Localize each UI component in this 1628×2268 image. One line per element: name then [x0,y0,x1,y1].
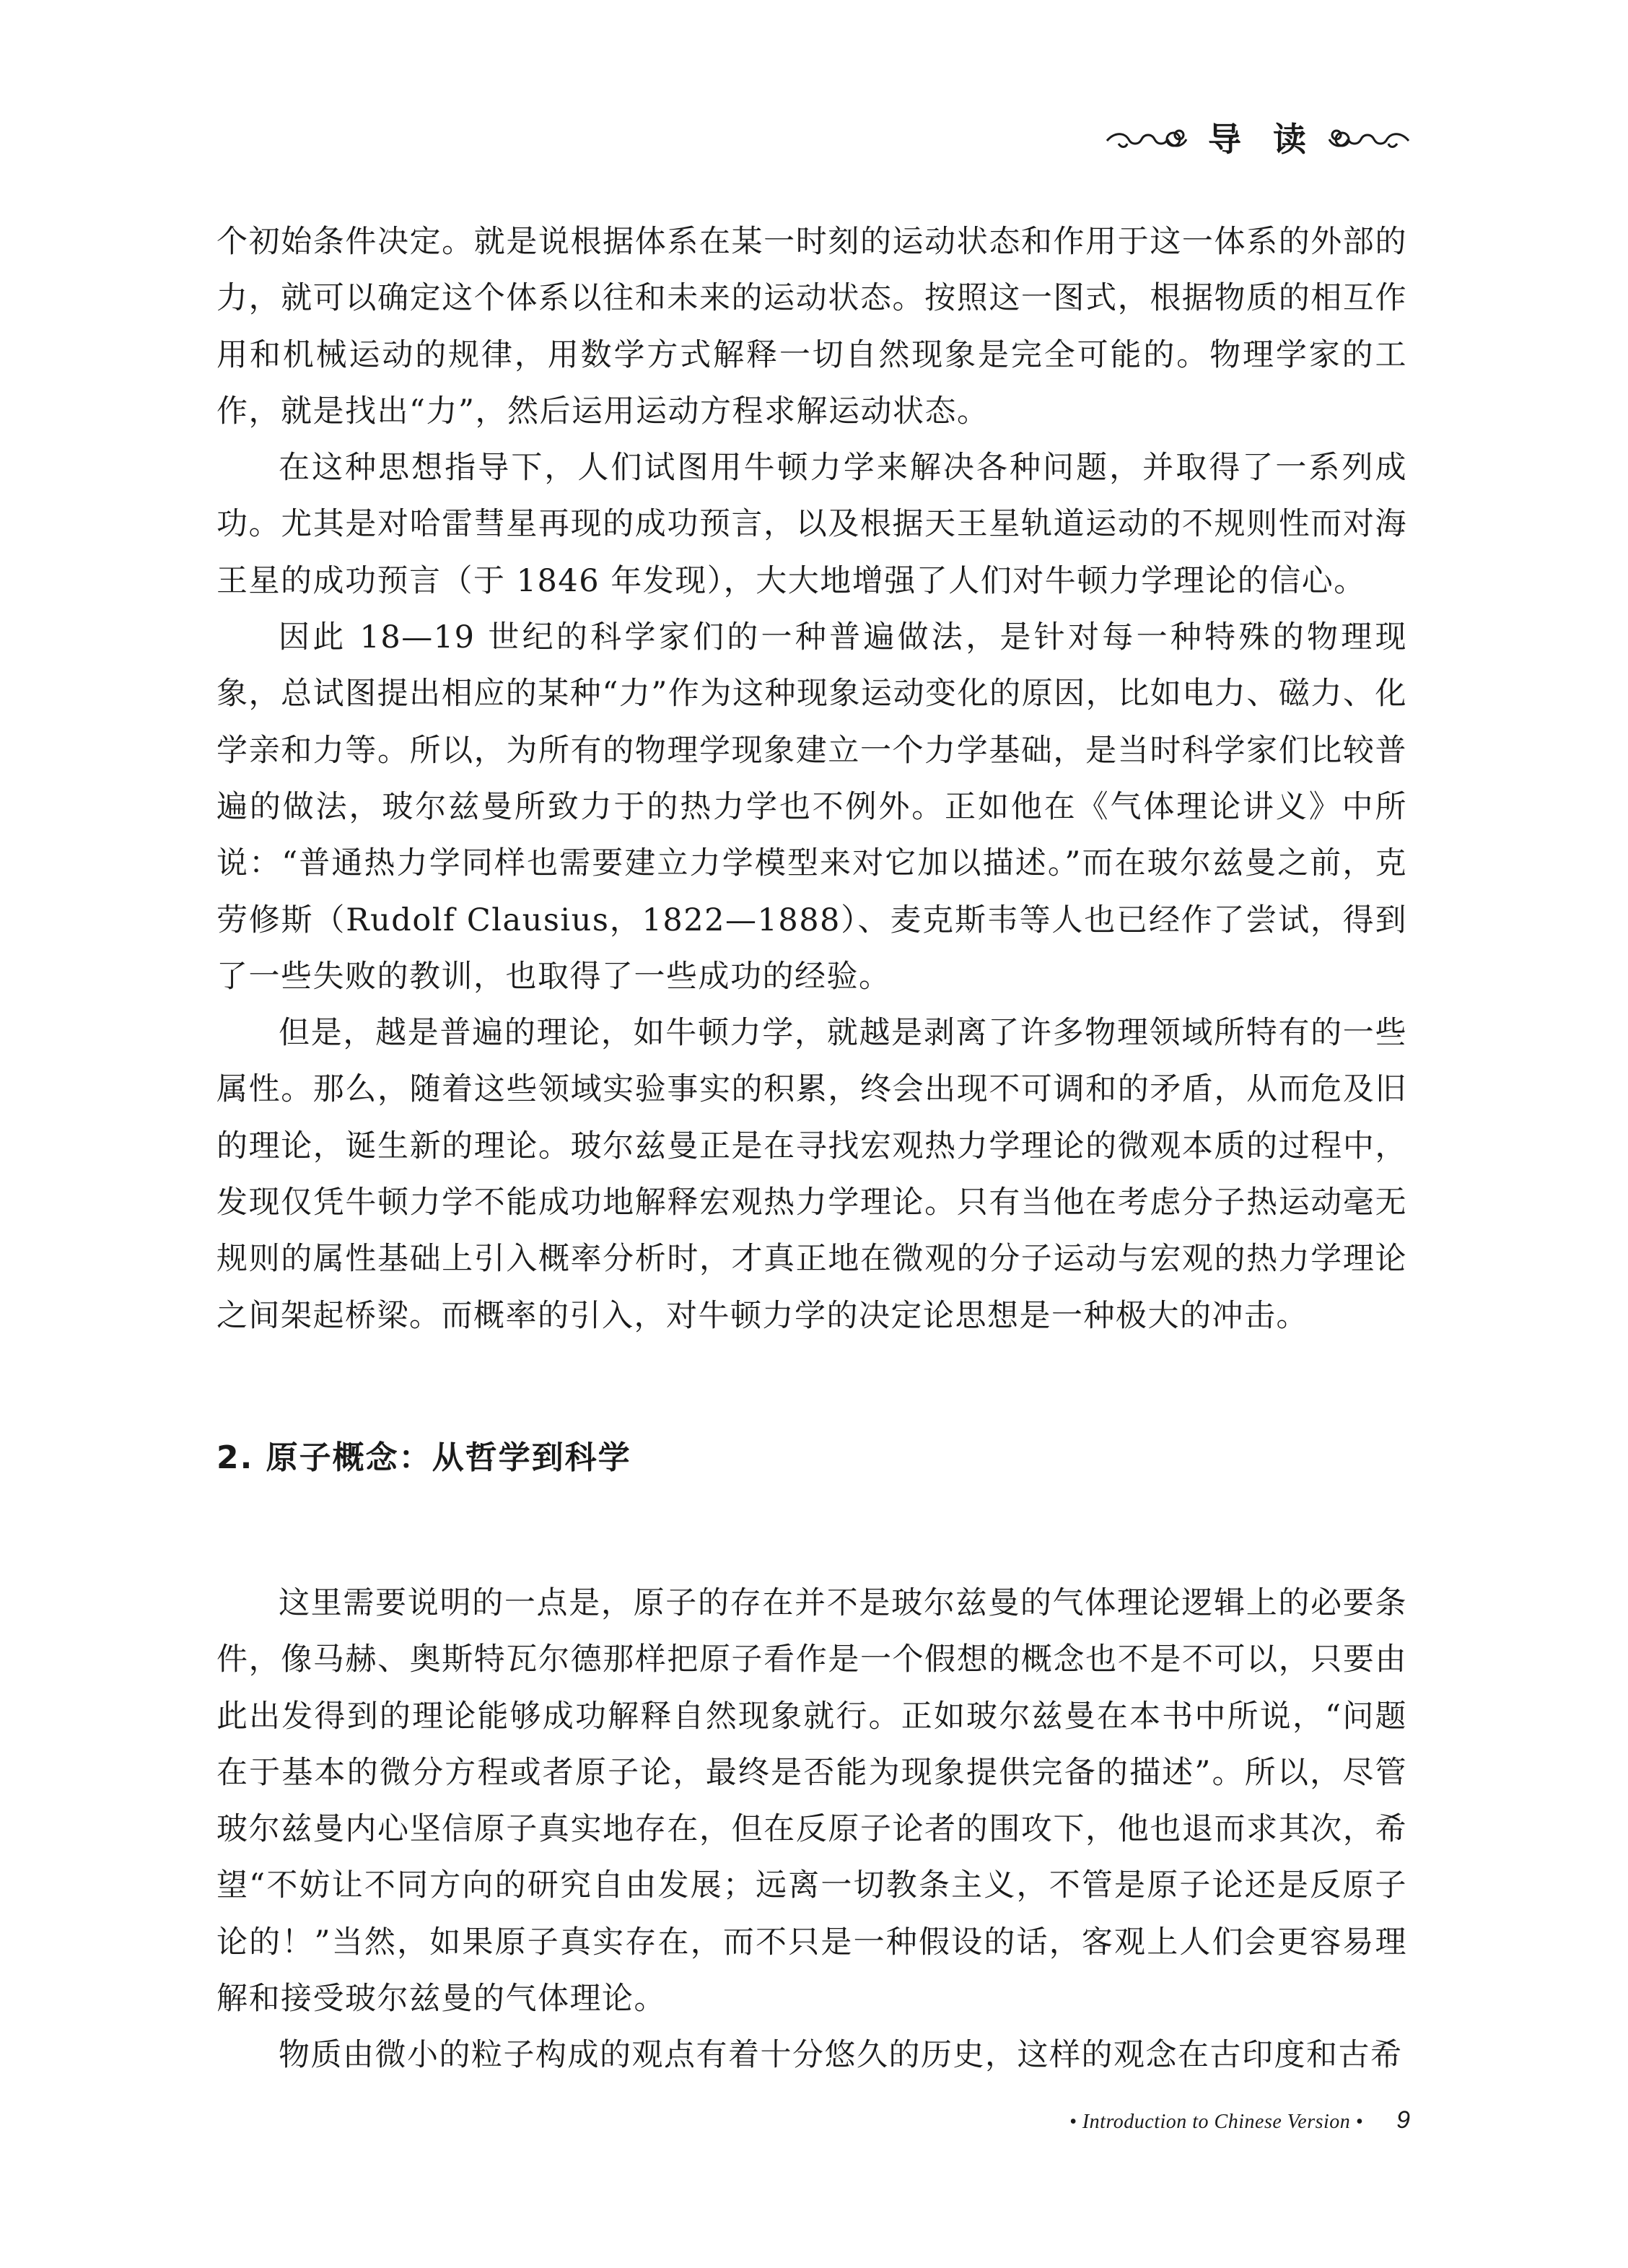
scroll-flourish-icon [1326,125,1412,154]
page-number: 9 [1396,2106,1410,2134]
paragraph: 但是，越是普遍的理论，如牛顿力学，就越是剥离了许多物理领域所特有的一些属性。那么，随着这些领域实验事实的积累，终会出现不可调和的矛盾，从而危及旧的理论，诞生新的理论。玻尔兹曼正是在寻找宏观热力学理论的微观本质的过程中，发现仅凭牛顿力学不能成功地解释宏观热力学理论。只有当他在考虑分子热运动毫无规则的属性基础上引入概率分析时，才真正地在微观的分子运动与宏观的热力学理论之间架起桥梁。而概率的引入，对牛顿力学的决定论思想是一种极大的冲击。 [216,1015,1407,1334]
paragraph: 这里需要说明的一点是，原子的存在并不是玻尔兹曼的气体理论逻辑上的必要条件，像马赫、奥斯特瓦尔德那样把原子看作是一个假想的概念也不是不可以，只要由此出发得到的理论能够成功解释自然现象就行。正如玻尔兹曼在本书中所说，“问题在于基本的微分方程或者原子论，最终是否能为现象提供完备的描述”。所以，尽管玻尔兹曼内心坚信原子真实地存在，但在反原子论者的围攻下，他也退而求其次，希望“不妨让不同方向的研究自由发展；远离一切教条主义，不管是原子论还是反原子论的！”当然，如果原子真实存在，而不只是一种假设的话，客观上人们会更容易理解和接受玻尔兹曼的气体理论。 [216,1584,1407,2018]
footer-running-title: • Introduction to Chinese Version • [1069,2111,1364,2133]
body-text [216,214,1407,2084]
running-footer [1069,2106,1410,2134]
paragraph: 物质由微小的粒子构成的观点有着十分悠久的历史，这样的观念在古印度和古希 [279,2037,1403,2074]
section-heading: 2. 原子概念：从哲学到科学 [216,1439,631,1476]
page-title: 导 读 [1207,120,1316,159]
paragraph: 个初始条件决定。就是说根据体系在某一时刻的运动状态和作用于这一体系的外部的力，就可以确定这个体系以往和未来的运动状态。按照这一图式，根据物质的相互作用和机械运动的规律，用数学方式解释一切自然现象是完全可能的。物理学家的工作，就是找出“力”，然后运用运动方程求解运动状态。 [216,224,1407,429]
running-header [1104,121,1412,157]
paragraph: 在这种思想指导下，人们试图用牛顿力学来解决各种问题，并取得了一系列成功。尤其是对哈雷彗星再现的成功预言，以及根据天王星轨道运动的不规则性而对海王星的成功预言（于 1846 年发现），大大地增强了人们对牛顿力学理论的信心。 [216,450,1407,599]
paragraph: 因此 18—19 世纪的科学家们的一种普遍做法，是针对每一种特殊的物理现象，总试图提出相应的某种“力”作为这种现象运动变化的原因，比如电力、磁力、化学亲和力等。所以，为所有的物理学现象建立一个力学基础，是当时科学家们比较普遍的做法，玻尔兹曼所致力于的热力学也不例外。正如他在《气体理论讲义》中所说：“普通热力学同样也需要建立力学模型来对它加以描述。”而在玻尔兹曼之前，克劳修斯（Rudolf Clausius，1822—1888）、麦克斯韦等人也已经作了尝试，得到了一些失败的教训，也取得了一些成功的经验。 [216,619,1407,995]
scroll-flourish-icon [1104,125,1189,154]
